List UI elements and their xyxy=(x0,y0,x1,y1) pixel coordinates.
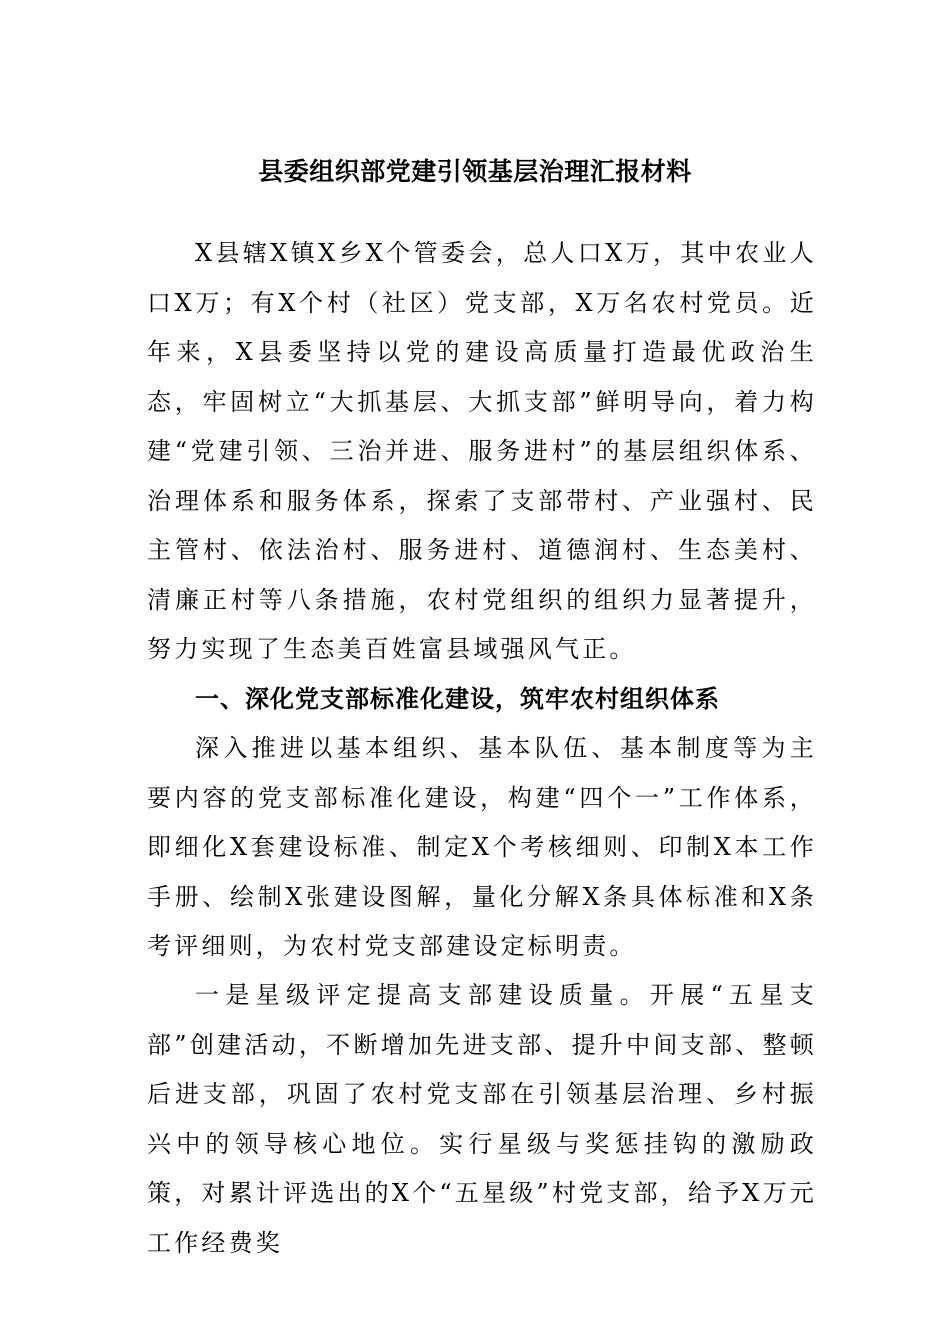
intro-paragraph-block xyxy=(147,229,817,675)
subsection-paragraph-block xyxy=(147,971,817,1268)
subsection-paragraph: 一是星级评定提高支部建设质量。开展“五星支部”创建活动，不断增加先进支部、提升中间支部、整顿后进支部，巩固了农村党支部在引领基层治理、乡村振兴中的领导核心地位。实行星级与奖惩挂钩的激励政策，对累计评选出的X个“五星级”村党支部，给予X万元工作经费奖 xyxy=(147,981,817,1257)
section-paragraph: 深入推进以基本组织、基本队伍、基本制度等为主要内容的党支部标准化建设，构建“四个一”工作体系，即细化X套建设标准、制定X个考核细则、印制X本工作手册、绘制X张建设图解，量化分解X条具体标准和X条考评细则，为农村党支部建设定标明责。 xyxy=(147,734,817,960)
section-paragraph-block xyxy=(147,724,817,972)
document-title: 县委组织部党建引领基层治理汇报材料 xyxy=(258,157,692,186)
section-heading: 一、深化党支部标准化建设，筑牢农村组织体系 xyxy=(195,685,720,713)
intro-paragraph: X县辖X镇X乡X个管委会，总人口X万，其中农业人口X万；有X个村（社区）党支部，X万名农村党员。近年来，X县委坚持以党的建设高质量打造最优政治生态，牢固树立“大抓基层、大抓支部”鲜明导向，着力构建“党建引领、三治并进、服务进村”的基层组织体系、治理体系和服务体系，探索了支部带村、产业强村、民主管村、依法治村、服务进村、道德润村、生态美村、清廉正村等八条措施，农村党组织的组织力显著提升，努力实现了生态美百姓富县域强风气正。 xyxy=(147,239,817,663)
